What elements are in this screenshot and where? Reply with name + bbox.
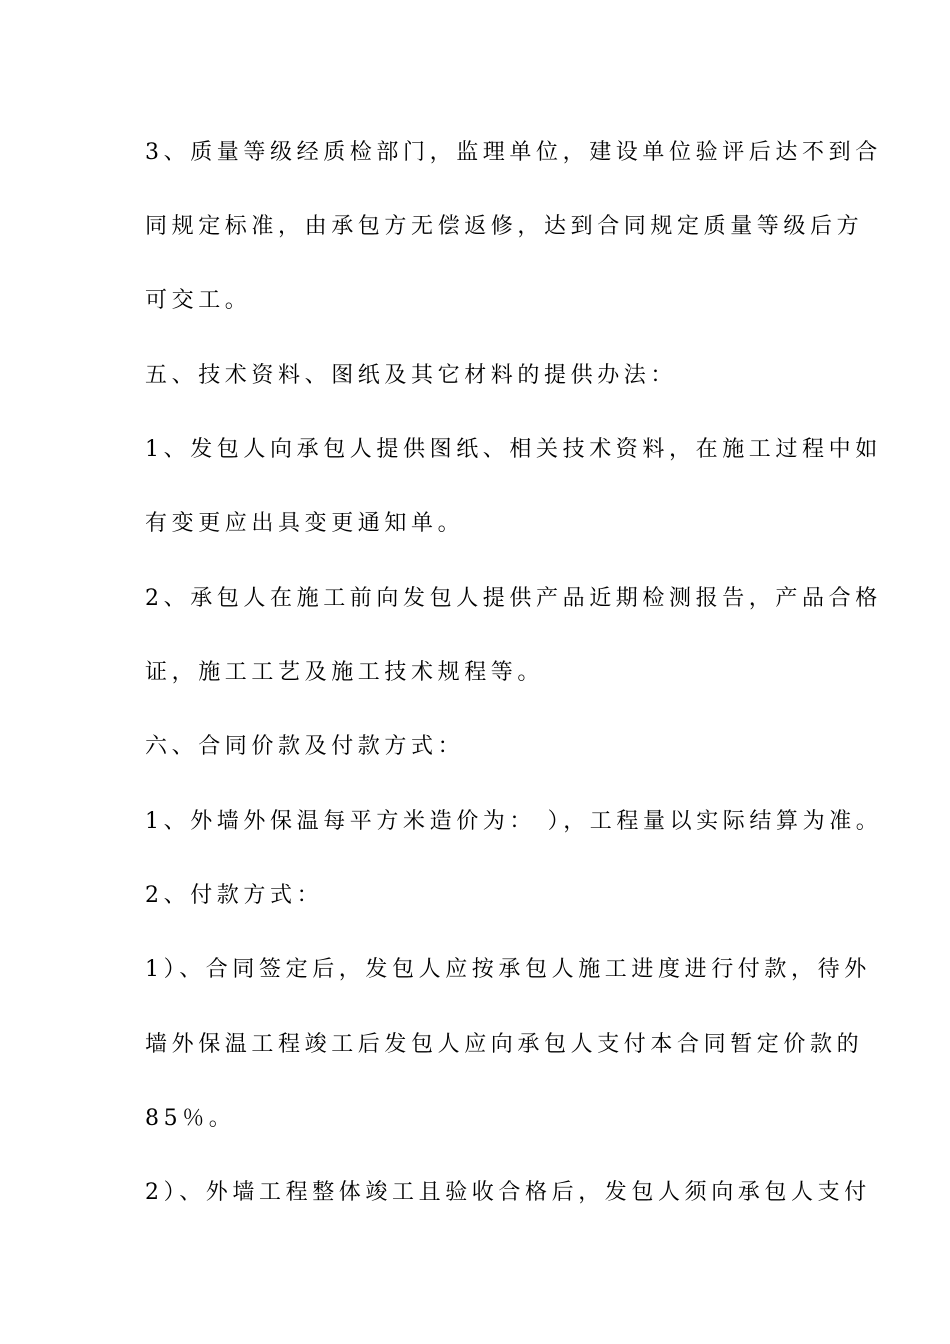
text-line: 证，施工工艺及施工技术规程等。 [145, 660, 545, 685]
text-line: 85％。 [145, 1106, 236, 1131]
text-line: 2、付款方式： [145, 883, 324, 908]
text-line: 墙外保温工程竣工后发包人应向承包人支付本合同暂定价款的 [145, 1032, 864, 1057]
text-line: 1）、合同签定后，发包人应按承包人施工进度进行付款，待外 [145, 957, 871, 982]
text-line: 2）、外墙工程整体竣工且验收合格后，发包人须向承包人支付 [145, 1180, 871, 1205]
section-heading: 六、合同价款及付款方式： [145, 734, 465, 759]
text-line: 同规定标准，由承包方无偿返修，达到合同规定质量等级后方 [145, 214, 864, 239]
text-line: 有变更应出具变更通知单。 [145, 511, 465, 536]
text-line: 2、承包人在施工前向发包人提供产品近期检测报告，产品合格 [145, 586, 882, 611]
section-heading: 五、技术资料、图纸及其它材料的提供办法： [145, 363, 678, 388]
text-line: 1、发包人向承包人提供图纸、相关技术资料，在施工过程中如 [145, 437, 882, 462]
text-line: 可交工。 [145, 288, 252, 313]
text-line: 1、外墙外保温每平方米造价为： ），工程量以实际结算为准。 [145, 809, 883, 834]
text-line: 3、质量等级经质检部门，监理单位，建设单位验评后达不到合 [145, 140, 882, 165]
